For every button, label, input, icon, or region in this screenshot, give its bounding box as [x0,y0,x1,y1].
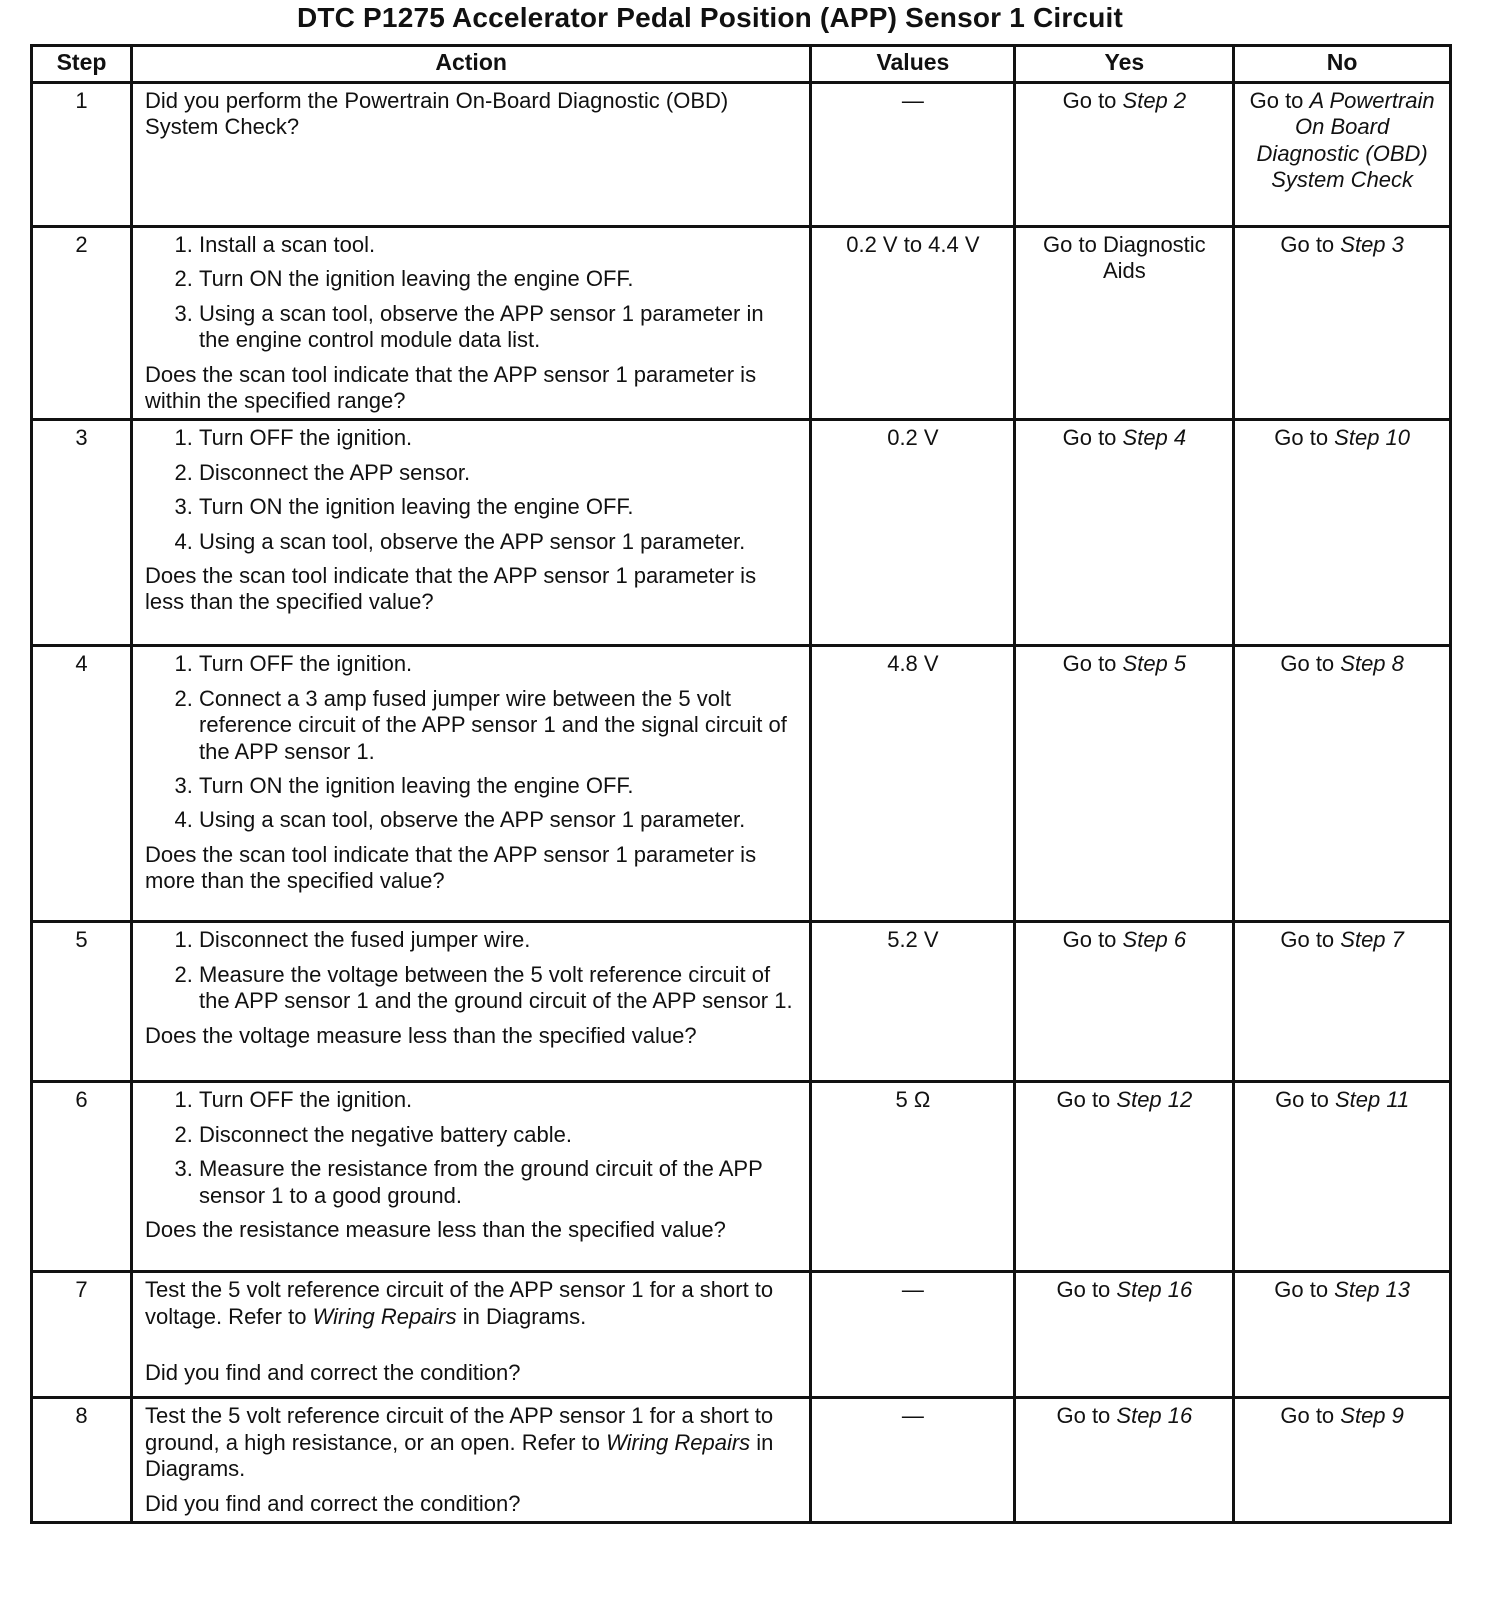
action-cell [132,1272,811,1398]
action-step: 2. Disconnect the negative battery cable. [199,1122,797,1148]
action-step: 2. Measure the voltage between the 5 volt reference circuit of the APP sensor 1 and the ground circuit of the APP sensor 1. [199,962,797,1015]
action-cell [132,227,811,420]
no-cell [1234,646,1451,922]
value-cell: 5.2 V [811,922,1015,1082]
yes-prefix: Go to [1062,927,1123,953]
yes-cell [1015,1398,1234,1523]
no-prefix: Go to [1280,1403,1341,1429]
action-steps [145,651,797,833]
action-step: 1. Turn OFF the ignition. [199,1087,797,1113]
no-prefix: Go to [1280,232,1341,257]
yes-step-link[interactable]: Step 6 [1122,927,1187,953]
yes-step-link[interactable]: Step 5 [1122,651,1187,677]
action-step: 3. Measure the resistance from the ground circuit of the APP sensor 1 to a good ground. [199,1156,797,1209]
yes-step-link[interactable]: Step 16 [1116,1277,1193,1303]
step-number: 6 [32,1082,132,1272]
no-step-link[interactable]: Step 8 [1340,651,1404,677]
step-number: 2 [32,227,132,420]
action-step: 1. Turn OFF the ignition. [199,651,797,677]
action-text [145,1403,797,1482]
value-cell: — [811,1398,1015,1523]
no-step-link[interactable]: Step 10 [1334,425,1411,451]
action-cell [132,922,811,1082]
no-cell [1234,420,1451,646]
action-cell [132,1082,811,1272]
no-cell [1234,922,1451,1082]
action-step: 1. Install a scan tool. [199,232,797,258]
action-step: 2. Connect a 3 amp fused jumper wire between the 5 volt reference circuit of the APP sensor 1 and the signal circuit of the APP sensor 1. [199,686,797,765]
step-number: 3 [32,420,132,646]
header-row [32,46,1451,83]
yes-prefix: Go to [1062,425,1123,451]
action-question: Does the resistance measure less than the specified value? [145,1216,726,1242]
action-text-before: Test the 5 volt reference circuit of the APP sensor 1 for a short to ground, a high resistance, or an open. Refer to [145,1403,774,1455]
yes-cell [1015,646,1234,922]
table-row [32,646,1451,922]
action-cell [132,83,811,227]
action-text [145,1277,797,1330]
action-step: 3. Turn ON the ignition leaving the engine OFF. [199,494,797,520]
header-yes: Yes [1015,46,1234,83]
action-step: 2. Disconnect the APP sensor. [199,460,797,486]
yes-cell [1015,420,1234,646]
diagnostic-table [30,44,1452,1524]
no-cell [1234,1398,1451,1523]
step-number: 4 [32,646,132,922]
step-number: 5 [32,922,132,1082]
header-no: No [1234,46,1451,83]
no-cell [1234,1082,1451,1272]
wiring-repairs-link[interactable]: Wiring Repairs [606,1429,751,1455]
table-row [32,1082,1451,1272]
action-cell [132,1398,811,1523]
action-step: 4. Using a scan tool, observe the APP sensor 1 parameter. [199,807,797,833]
yes-cell [1015,227,1234,420]
action-step: 2. Turn ON the ignition leaving the engine OFF. [199,266,797,292]
action-steps [145,1087,797,1209]
yes-cell [1015,1272,1234,1398]
no-prefix: Go to [1274,1277,1335,1303]
no-cell [1234,83,1451,227]
yes-cell [1015,1082,1234,1272]
action-question: Did you find and correct the condition? [145,1360,521,1386]
header-action: Action [132,46,811,83]
table-row [32,227,1451,420]
header-step: Step [32,46,132,83]
yes-step-link[interactable]: Step 4 [1122,425,1187,451]
no-prefix: Go to [1280,651,1341,677]
no-prefix: Go to [1275,1087,1335,1113]
action-step: 4. Using a scan tool, observe the APP sensor 1 parameter. [199,529,797,555]
action-step: 1. Turn OFF the ignition. [199,425,797,451]
no-step-link[interactable]: A Powertrain On Board Diagnostic (OBD) System Check [1256,88,1435,193]
no-cell [1234,1272,1451,1398]
yes-prefix: Go to [1056,1403,1117,1429]
no-cell [1234,227,1451,420]
step-number: 7 [32,1272,132,1398]
step-number: 1 [32,83,132,227]
header-values: Values [811,46,1015,83]
action-question: Does the scan tool indicate that the APP sensor 1 parameter is less than the specified value? [145,562,757,615]
action-step: 3. Turn ON the ignition leaving the engine OFF. [199,773,797,799]
action-step: 3. Using a scan tool, observe the APP sensor 1 parameter in the engine control module data list. [199,301,797,354]
yes-prefix: Go to [1062,88,1123,113]
action-text-before: Test the 5 volt reference circuit of the APP sensor 1 for a short to voltage. Refer to [145,1277,774,1329]
action-question: Does the voltage measure less than the specified value? [145,1022,697,1048]
yes-cell [1015,83,1234,227]
action-steps [145,425,797,555]
yes-step-link[interactable]: Step 12 [1116,1087,1193,1113]
no-step-link[interactable]: Step 9 [1340,1403,1404,1429]
no-step-link[interactable]: Step 11 [1334,1087,1410,1113]
action-step: 1. Disconnect the fused jumper wire. [199,927,797,953]
action-text-after: in Diagrams. [456,1303,587,1329]
value-cell: 5 Ω [811,1082,1015,1272]
table-row [32,420,1451,646]
action-steps [145,232,797,354]
wiring-repairs-link[interactable]: Wiring Repairs [312,1303,457,1329]
action-cell [132,646,811,922]
table-row [32,922,1451,1082]
yes-prefix: Go to [1056,1087,1117,1113]
yes-prefix: Go to [1056,1277,1117,1303]
action-steps [145,927,797,1014]
value-cell: 0.2 V [811,420,1015,646]
page-title: DTC P1275 Accelerator Pedal Position (APP) Sensor 1 Circuit [296,2,1124,33]
value-cell: — [811,83,1015,227]
action-cell [132,420,811,646]
yes-link[interactable]: Go to Diagnostic Aids [1043,232,1206,284]
no-prefix: Go to [1249,88,1310,113]
value-cell: 0.2 V to 4.4 V [811,227,1015,420]
action-question: Does the scan tool indicate that the APP sensor 1 parameter is more than the specified value? [145,841,757,894]
yes-step-link[interactable]: Step 2 [1122,88,1187,113]
no-prefix: Go to [1274,425,1335,451]
action-question: Did you perform the Powertrain On-Board Diagnostic (OBD) System Check? [145,88,729,140]
step-number: 8 [32,1398,132,1523]
table-row [32,1272,1451,1398]
action-question: Did you find and correct the condition? [145,1490,521,1516]
action-question: Does the scan tool indicate that the APP sensor 1 parameter is within the specified range? [145,361,757,413]
yes-step-link[interactable]: Step 16 [1116,1403,1193,1429]
value-cell: — [811,1272,1015,1398]
no-step-link[interactable]: Step 3 [1340,232,1404,257]
no-prefix: Go to [1280,927,1341,953]
no-step-link[interactable]: Step 7 [1340,927,1404,953]
action-text-after: in Diagrams. [145,1429,774,1482]
yes-cell [1015,922,1234,1082]
value-cell: 4.8 V [811,646,1015,922]
table-row [32,83,1451,227]
yes-prefix: Go to [1062,651,1123,677]
table-row [32,1398,1451,1523]
no-step-link[interactable]: Step 13 [1334,1277,1411,1303]
